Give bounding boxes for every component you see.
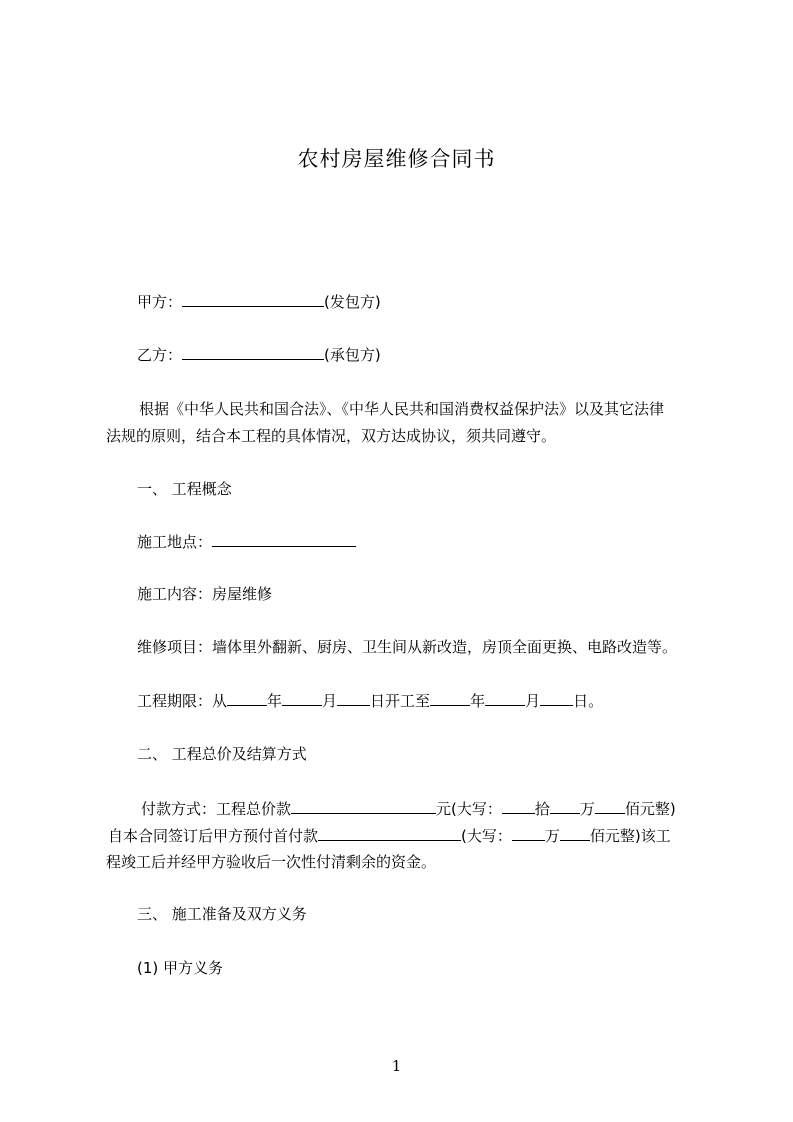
site-line (137, 531, 356, 552)
period-month: 月 (322, 692, 338, 710)
intro-line-2: 法规的原则，结合本工程的具体情况，双方达成协议，须共同遵守。 (106, 427, 557, 445)
period-month2: 月 (525, 692, 541, 710)
bai-yuan2-label: 佰元整)该工 (589, 827, 671, 845)
period-day-end: 日。 (573, 692, 604, 710)
period-year2: 年 (470, 692, 486, 710)
bai-blank[interactable] (595, 798, 625, 814)
end-day-blank[interactable] (540, 690, 573, 706)
payment-line-2 (108, 825, 671, 846)
wan-blank[interactable] (550, 798, 580, 814)
period-day-start: 日开工至 (370, 692, 431, 710)
caps2-label: (大写： (461, 827, 512, 845)
shi-label: 拾 (534, 800, 550, 818)
party-a-blank[interactable] (182, 291, 324, 307)
wan2-blank[interactable] (512, 825, 545, 841)
start-year-blank[interactable] (227, 690, 267, 706)
total-price-blank[interactable] (291, 798, 436, 814)
period-line (137, 690, 603, 711)
party-a-suffix: (发包方) (324, 293, 381, 311)
party-b-suffix: (承包方) (324, 346, 381, 364)
section2-heading: 二、 工程总价及结算方式 (137, 745, 307, 763)
content-line: 施工内容：房屋维修 (137, 585, 273, 603)
bai2-blank[interactable] (560, 825, 590, 841)
document-title: 农村房屋维修合同书 (297, 147, 496, 171)
page-number: 1 (391, 1057, 402, 1075)
party-b-line (137, 344, 381, 365)
end-year-blank[interactable] (430, 690, 470, 706)
payment-line-1 (141, 798, 676, 819)
payment-line-3: 程竣工后并经甲方验收后一次性付清剩余的资金。 (106, 853, 437, 871)
prepay-prefix: 自本合同签订后甲方预付首付款 (108, 827, 319, 845)
section3-sub1: (1) 甲方义务 (137, 959, 224, 977)
party-a-label: 甲方： (137, 293, 183, 311)
wan-label: 万 (579, 800, 595, 818)
end-month-blank[interactable] (485, 690, 525, 706)
party-b-label: 乙方： (137, 346, 183, 364)
section1-heading: 一、 工程概念 (137, 480, 232, 498)
party-a-line (137, 291, 381, 312)
wan2-label: 万 (544, 827, 560, 845)
period-year: 年 (267, 692, 283, 710)
intro-line-1: 根据《中华人民共和国合法》、《中华人民共和国消费权益保护法》以及其它法律 (139, 400, 665, 418)
shi-blank[interactable] (502, 798, 535, 814)
period-prefix: 工程期限：从 (137, 692, 228, 710)
yuan-caps: 元(大写： (436, 800, 502, 818)
start-day-blank[interactable] (337, 690, 370, 706)
start-month-blank[interactable] (282, 690, 322, 706)
prepay-blank[interactable] (318, 825, 461, 841)
payment-prefix: 付款方式：工程总价款 (141, 800, 292, 818)
party-b-blank[interactable] (182, 344, 324, 360)
items-line: 维修项目：墙体里外翻新、厨房、卫生间从新改造，房顶全面更换、电路改造等。 (137, 638, 678, 656)
section3-heading: 三、 施工准备及双方义务 (137, 905, 307, 923)
site-label: 施工地点： (137, 533, 213, 551)
bai-yuan-label: 佰元整) (624, 800, 676, 818)
site-blank[interactable] (212, 531, 356, 547)
